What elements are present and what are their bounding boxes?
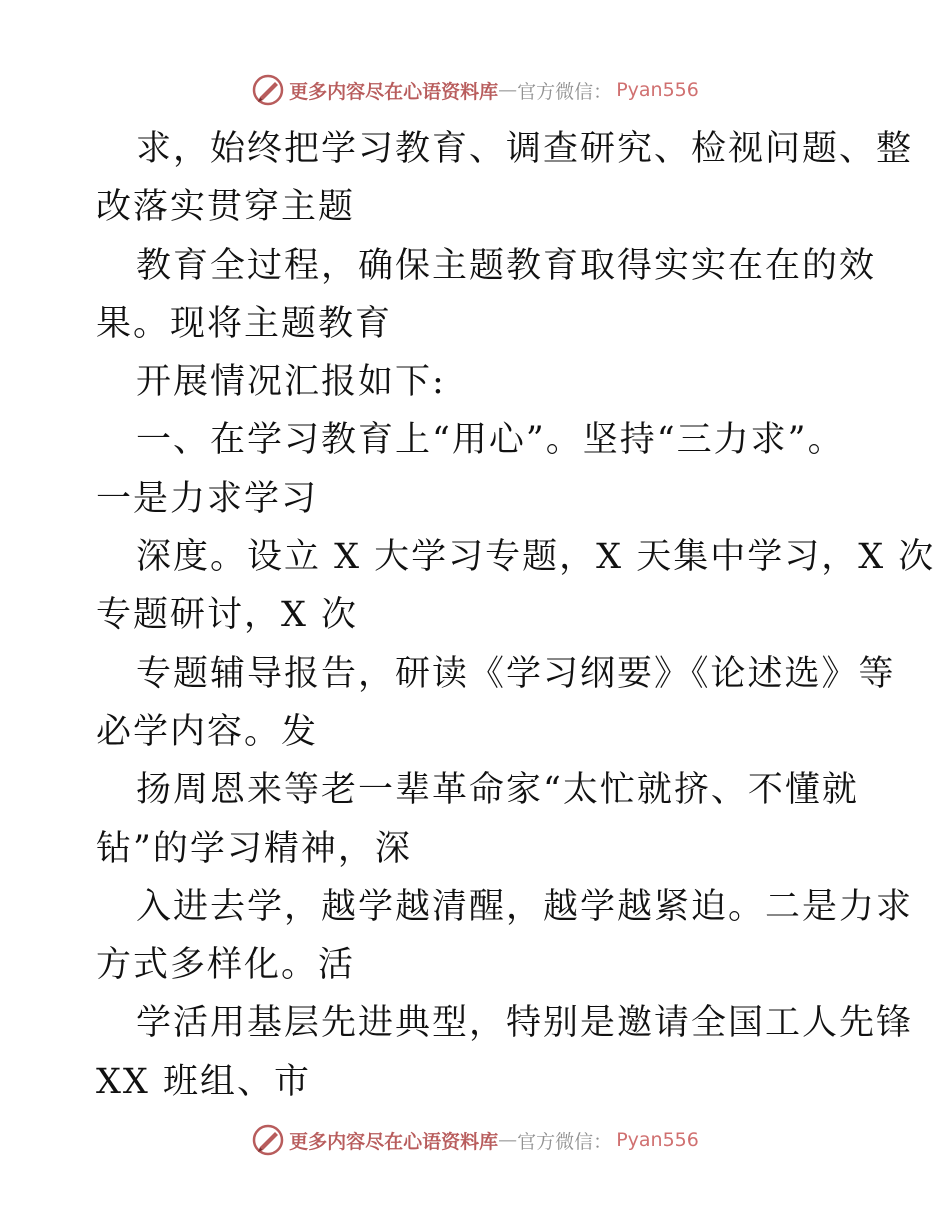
body-line: 求，始终把学习教育、调查研究、检视问题、整 xyxy=(136,129,914,169)
body-line: 果。现将主题教育 xyxy=(96,303,393,344)
pen-logo-icon xyxy=(251,73,285,107)
watermark-site-text: 更多内容尽在心语资料库 xyxy=(289,80,499,103)
body-line: XX 班组、市 xyxy=(96,1061,311,1102)
watermark-wechat-id: Pyan556 xyxy=(616,79,699,101)
pen-logo-icon xyxy=(251,1123,285,1157)
body-line: 必学内容。发 xyxy=(96,711,319,752)
body-line: 入进去学，越学越清醒，越学越紧迫。二是力求 xyxy=(136,886,914,927)
body-line: 学活用基层先进典型，特别是邀请全国工人先锋 xyxy=(136,1003,914,1044)
watermark-wechat-label: 官方微信： xyxy=(517,1130,613,1153)
body-line: 扬周恩来等老一辈革命家“太忙就挤、不懂就 xyxy=(136,770,859,811)
watermark-wechat-id: Pyan556 xyxy=(616,1129,699,1151)
body-line: 一是力求学习 xyxy=(96,478,319,519)
watermark-separator: — xyxy=(498,79,518,101)
body-line: 钻”的学习精神，深 xyxy=(96,828,412,869)
watermark-wechat-label: 官方微信： xyxy=(517,80,613,103)
document-body xyxy=(96,120,936,1111)
body-line: 开展情况汇报如下: xyxy=(136,362,446,403)
footer-watermark xyxy=(0,1120,950,1160)
body-line: 方式多样化。活 xyxy=(96,945,356,986)
header-watermark xyxy=(0,70,950,110)
body-line: 教育全过程，确保主题教育取得实实在在的效 xyxy=(136,245,877,286)
body-line: 一、在学习教育上“用心”。坚持“三力求”。 xyxy=(136,420,845,461)
body-line: 专题研讨，X 次 xyxy=(96,595,359,636)
body-line: 专题辅导报告，研读《学习纲要》《论述选》等 xyxy=(136,653,896,694)
watermark-site-text: 更多内容尽在心语资料库 xyxy=(289,1130,499,1153)
body-line: 改落实贯穿主题 xyxy=(96,187,356,228)
body-line: 深度。设立 X 大学习专题，X 天集中学习，X 次 xyxy=(136,537,936,578)
watermark-separator: — xyxy=(498,1129,518,1151)
